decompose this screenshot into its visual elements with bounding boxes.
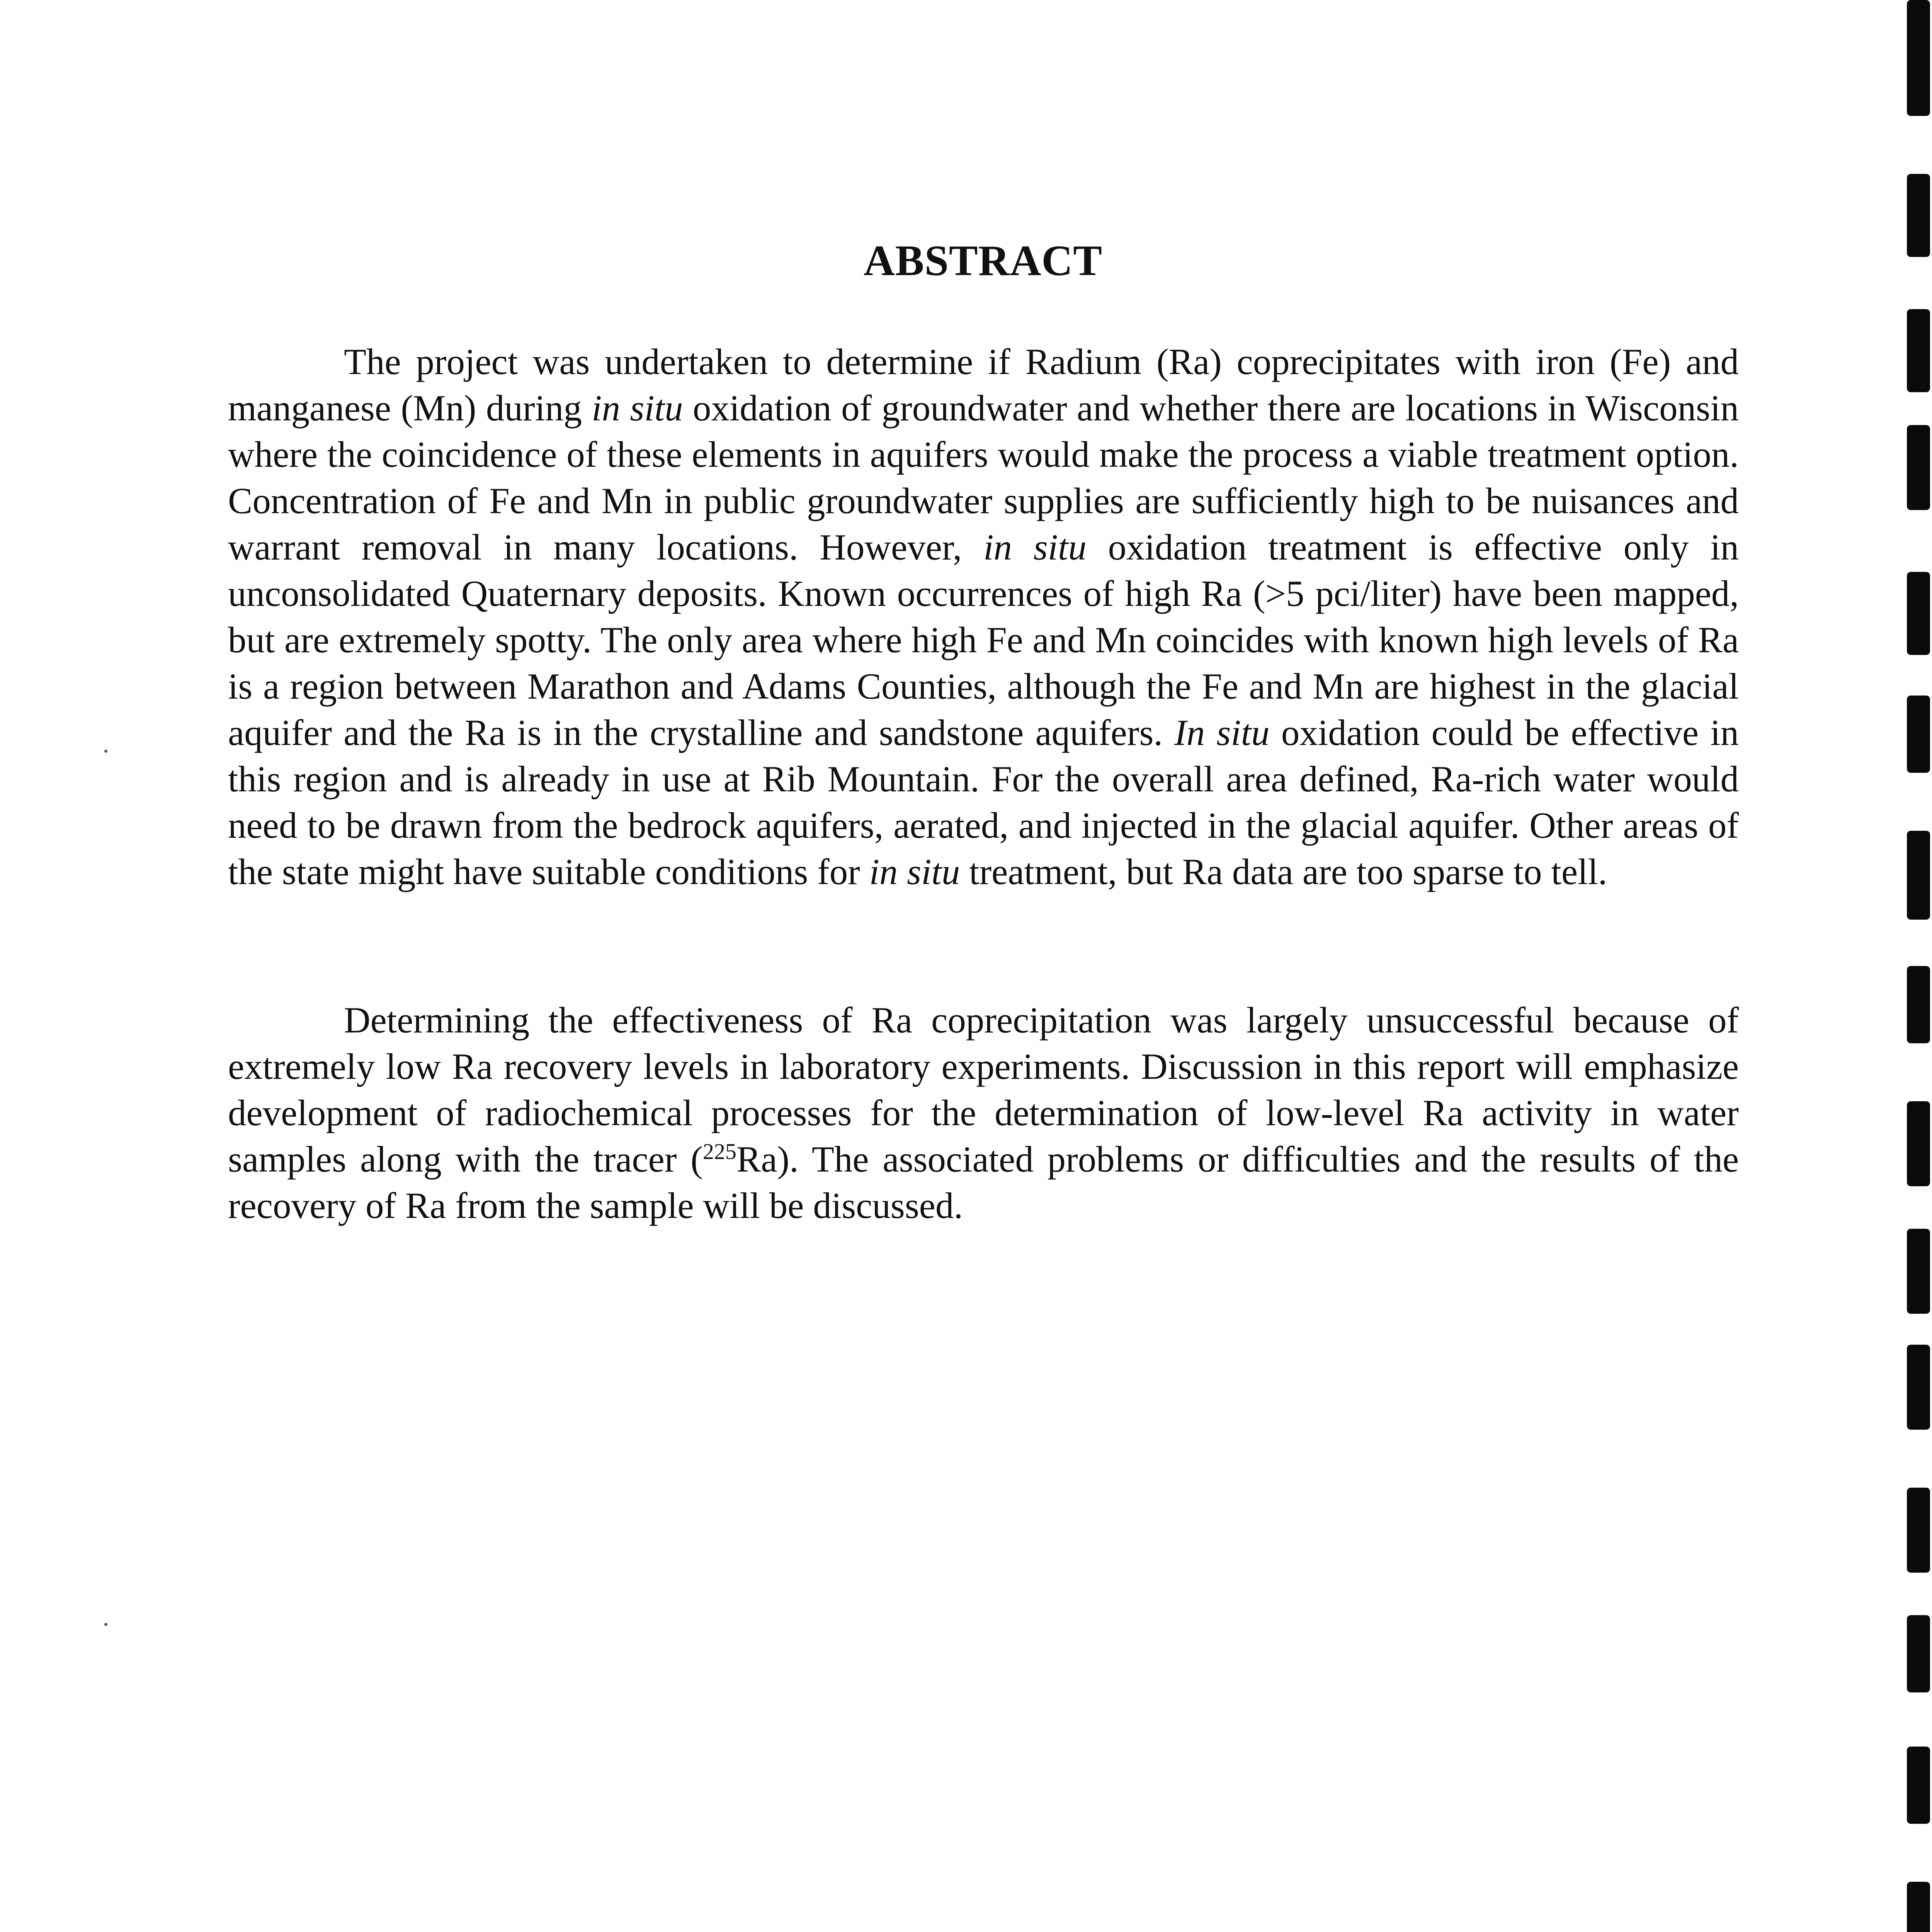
binder-punch-mark [1907,572,1930,655]
page-title: ABSTRACT [864,237,1102,285]
italic-text: in situ [592,388,683,429]
abstract-paragraph-1 [228,338,1739,895]
italic-text: in situ [983,527,1087,568]
italic-text: In situ [1174,712,1270,753]
binder-punch-mark [1907,966,1930,1043]
text-run: oxidation of groundwater and whether there are locations in Wisconsin where the coincidence of these elements in aquifers would make the process a viable treatment option. Concentration of Fe and Mn in public groundwater supplies are sufficiently high to be nuisances and warrant removal in many locations. However, [228,388,1739,568]
text-run: oxidation treatment is effective only in unconsolidated Quaternary deposits. Known occurrences of high Ra (>5 pci/liter) have been mapped, but are extremely spotty. The only area where high Fe and Mn coincides with known high levels of Ra is a region between Marathon and Adams Counties, although the Fe and Mn are highest in the glacial aquifer and the Ra is in the crystalline and sandstone aquifers. [228,527,1739,753]
binder-punch-mark [1907,0,1930,116]
text-run: Ra). The associated problems or difficulties and the results of the recovery of Ra from the sample will be discussed. [228,1139,1739,1226]
binder-punch-mark [1907,696,1930,773]
scan-speck [104,750,107,753]
binder-punch-mark [1907,1747,1930,1824]
superscript-isotope: 225 [702,1139,736,1164]
binder-punch-mark [1907,1101,1930,1186]
text-run: oxidation could be effective in this region and is already in use at Rib Mountain. For the overall area defined, Ra-rich water would need to be drawn from the bedrock aquifers, aerated, and injected in the glacial aquifer. Other areas of the state might have suitable conditions for [228,712,1739,892]
italic-text: in situ [869,851,960,892]
binder-punch-mark [1907,831,1930,920]
binder-punch-mark [1907,1882,1930,1932]
binder-punch-mark [1907,174,1930,257]
binder-punch-mark [1907,1229,1930,1314]
scan-speck [104,1623,107,1626]
text-run: The project was undertaken to determine if Radium (Ra) coprecipitates with iron (Fe) and manganese (Mn) during [228,341,1739,429]
binder-punch-mark [1907,1615,1930,1692]
text-run: Determining the effectiveness of Ra coprecipitation was largely unsuccessful because of extremely low Ra recovery levels in laboratory experiments. Discussion in this report will emphasize development of radiochemical processes for the determination of low-level Ra activity in water samples along with the tracer ( [228,1000,1739,1180]
binder-punch-mark [1907,309,1930,392]
binder-punch-mark [1907,1488,1930,1573]
text-run: treatment, but Ra data are too sparse to tell. [960,851,1607,892]
abstract-paragraph-2 [228,997,1739,1229]
binder-punch-mark [1907,425,1930,510]
binder-punch-mark [1907,1345,1930,1430]
